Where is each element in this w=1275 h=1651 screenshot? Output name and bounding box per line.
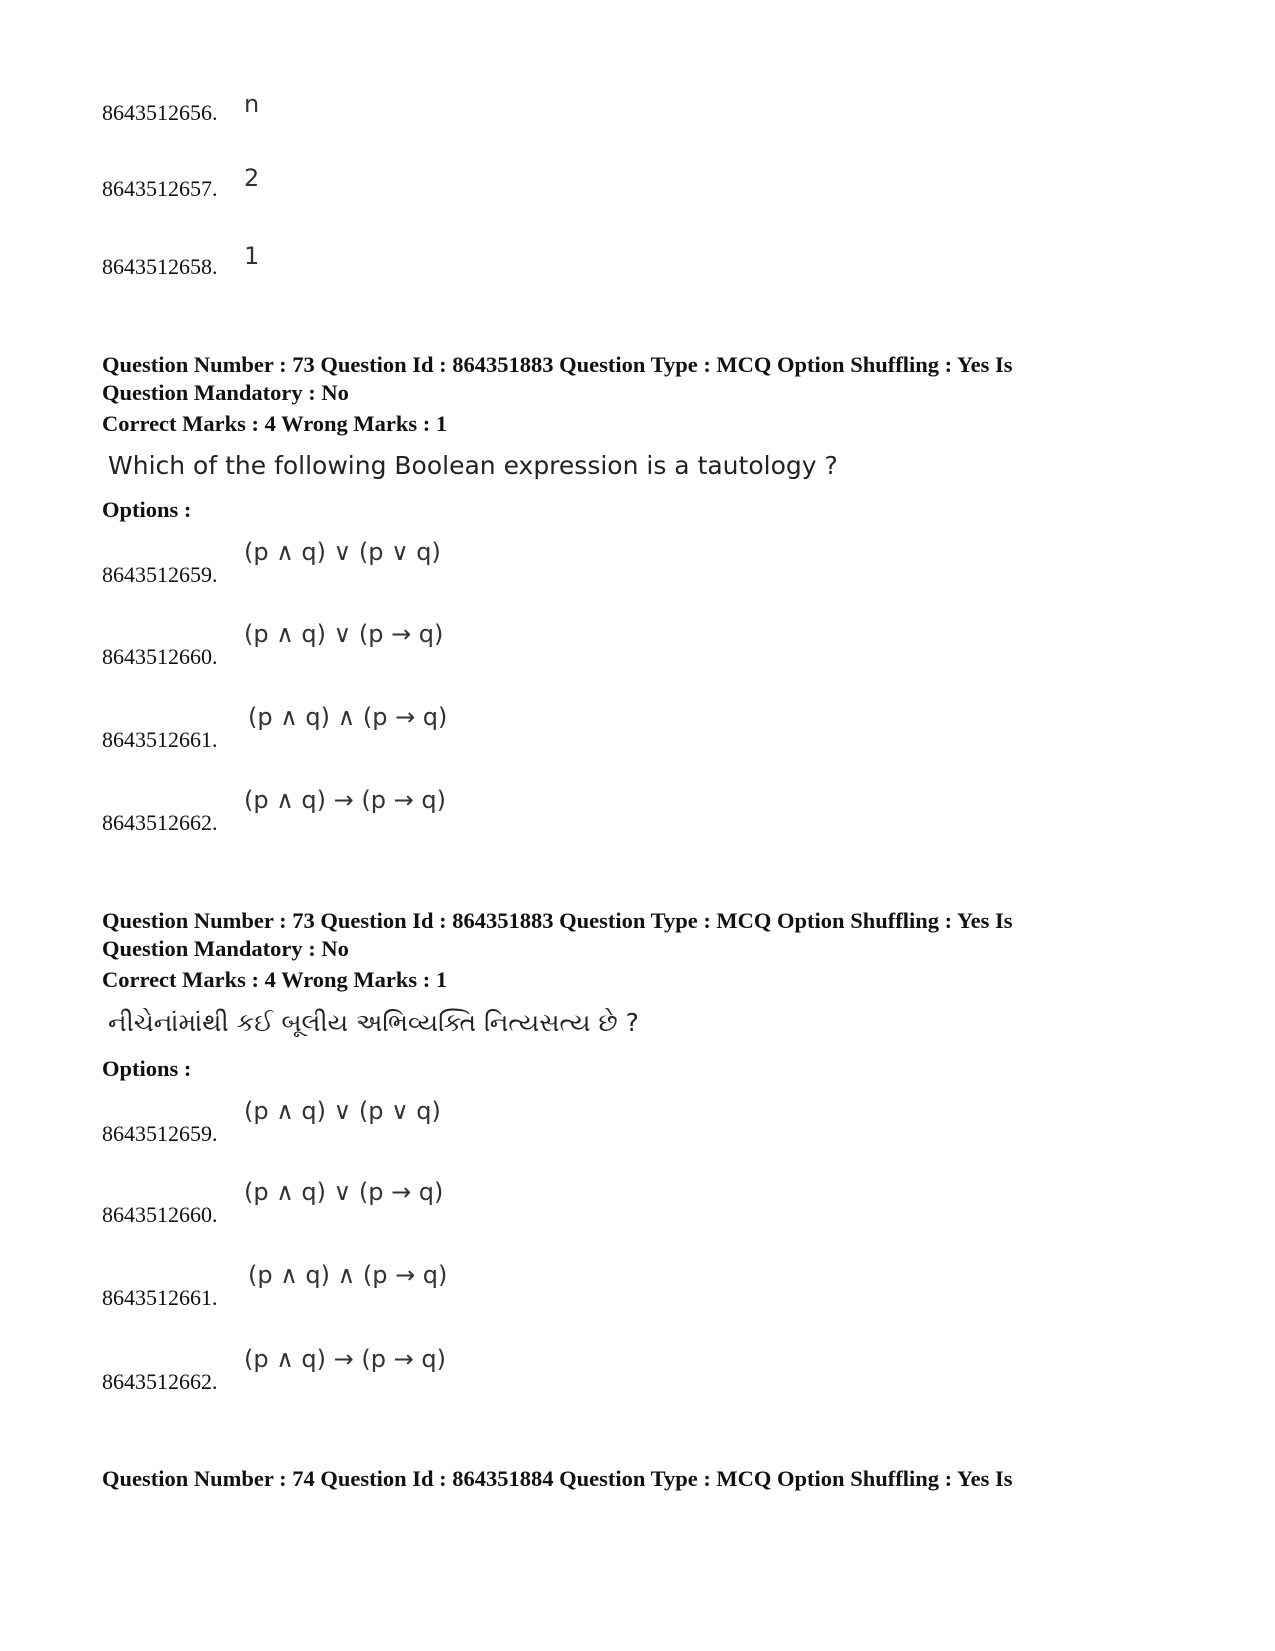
- option-value: 1: [244, 242, 260, 270]
- question-header-line: Question Number : 73 Question Id : 864351883 Question Type : MCQ Option Shuffling : Yes Is: [102, 908, 1013, 933]
- option-value: (p ∧ q) ∨ (p → q): [244, 620, 444, 648]
- option-id: 8643512662.: [102, 810, 218, 835]
- option-id: 8643512659.: [102, 562, 218, 587]
- question-marks: Correct Marks : 4 Wrong Marks : 1: [102, 411, 448, 436]
- option-value: n: [244, 90, 260, 118]
- option-id: 8643512660.: [102, 644, 218, 669]
- options-label: Options :: [102, 497, 192, 522]
- question-marks: Correct Marks : 4 Wrong Marks : 1: [102, 967, 448, 992]
- option-value: 2: [244, 164, 260, 192]
- option-id: 8643512656.: [102, 100, 218, 125]
- question-header-line: Question Mandatory : No: [102, 936, 349, 961]
- option-id: 8643512661.: [102, 1285, 218, 1310]
- option-value: (p ∧ q) ∨ (p ∨ q): [244, 1097, 441, 1125]
- question-header-line: Question Number : 73 Question Id : 864351883 Question Type : MCQ Option Shuffling : Yes Is: [102, 352, 1013, 377]
- question-header-line: Question Number : 74 Question Id : 864351884 Question Type : MCQ Option Shuffling : Yes Is: [102, 1466, 1013, 1491]
- option-id: 8643512658.: [102, 254, 218, 279]
- option-value: (p ∧ q) ∨ (p → q): [244, 1178, 444, 1206]
- option-value: (p ∧ q) ∧ (p → q): [248, 1261, 448, 1289]
- question-header: [102, 351, 1182, 407]
- question-text: નીચેનાંમાંથી કઈ બૂલીય અભિવ્યક્તિ નિત્યસત્ય છે ?: [108, 1008, 639, 1037]
- option-value: (p ∧ q) → (p → q): [244, 786, 446, 814]
- option-id: 8643512660.: [102, 1202, 218, 1227]
- question-header: [102, 907, 1182, 963]
- option-id: 8643512661.: [102, 727, 218, 752]
- option-value: (p ∧ q) ∧ (p → q): [248, 703, 448, 731]
- question-header: [102, 1465, 1182, 1493]
- option-id: 8643512659.: [102, 1121, 218, 1146]
- question-text: Which of the following Boolean expression is a tautology ?: [108, 451, 838, 480]
- question-header-line: Question Mandatory : No: [102, 380, 349, 405]
- options-label: Options :: [102, 1056, 192, 1081]
- option-id: 8643512662.: [102, 1369, 218, 1394]
- option-value: (p ∧ q) ∨ (p ∨ q): [244, 538, 441, 566]
- option-id: 8643512657.: [102, 176, 218, 201]
- option-value: (p ∧ q) → (p → q): [244, 1345, 446, 1373]
